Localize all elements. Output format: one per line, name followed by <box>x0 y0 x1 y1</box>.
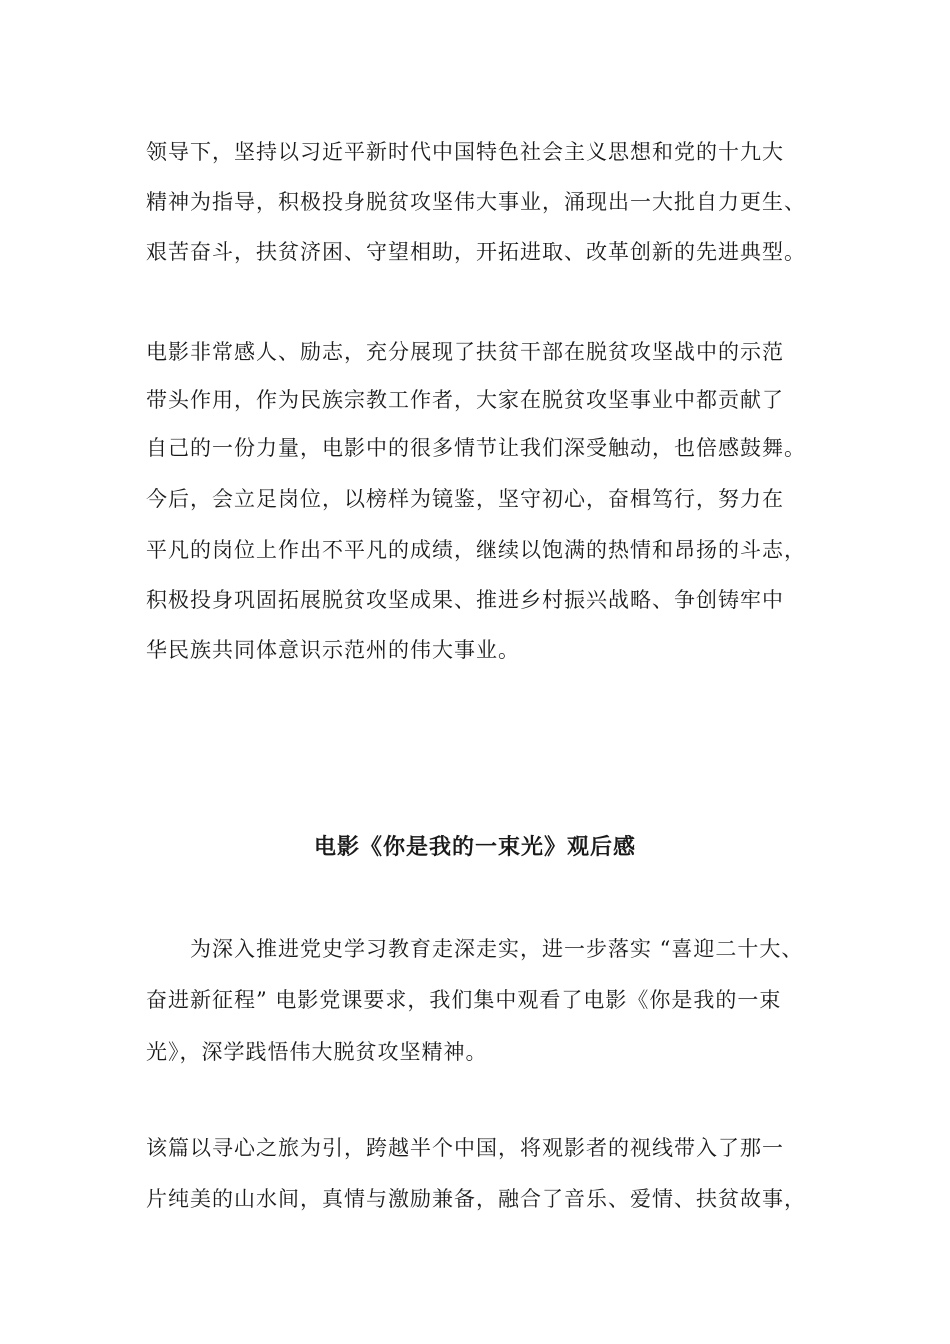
paragraph-line: 精神为指导，积极投身脱贫攻坚伟大事业，涌现出一大批自力更生、 <box>146 190 806 214</box>
paragraph-line: 电影非常感人、励志，充分展现了扶贫干部在脱贫攻坚战中的示范 <box>146 340 784 364</box>
paragraph-line: 自己的一份力量，电影中的很多情节让我们深受触动，也倍感鼓舞。 <box>146 436 806 460</box>
paragraph-line: 光》，深学践悟伟大脱贫攻坚精神。 <box>146 1040 488 1064</box>
paragraph-line: 领导下，坚持以习近平新时代中国特色社会主义思想和党的十九大 <box>146 140 784 164</box>
paragraph-line: 平凡的岗位上作出不平凡的成绩，继续以饱满的热情和昂扬的斗志， <box>146 538 806 562</box>
paragraph-line: 带头作用，作为民族宗教工作者，大家在脱贫攻坚事业中都贡献了 <box>146 388 784 412</box>
paragraph-line: 该篇以寻心之旅为引，跨越半个中国，将观影者的视线带入了那一 <box>146 1136 784 1160</box>
paragraph-line: 奋进新征程” 电影党课要求，我们集中观看了电影《你是我的一束 <box>146 988 782 1012</box>
paragraph-line: 艰苦奋斗，扶贫济困、守望相助，开拓进取、改革创新的先进典型。 <box>146 240 806 264</box>
paragraph-line: 为深入推进党史学习教育走深走实，进一步落实 “喜迎二十大、 <box>190 937 804 961</box>
paragraph-line: 今后，会立足岗位，以榜样为镜鉴，坚守初心，奋楫笃行，努力在 <box>146 487 784 511</box>
paragraph-line: 积极投身巩固拓展脱贫攻坚成果、推进乡村振兴战略、争创铸牢中 <box>146 588 784 612</box>
paragraph-line: 华民族共同体意识示范州的伟大事业。 <box>146 638 520 662</box>
paragraph-line: 片纯美的山水间，真情与激励兼备，融合了音乐、爱情、扶贫故事， <box>146 1187 806 1211</box>
section-title: 电影《你是我的一束光》观后感 <box>313 834 636 860</box>
